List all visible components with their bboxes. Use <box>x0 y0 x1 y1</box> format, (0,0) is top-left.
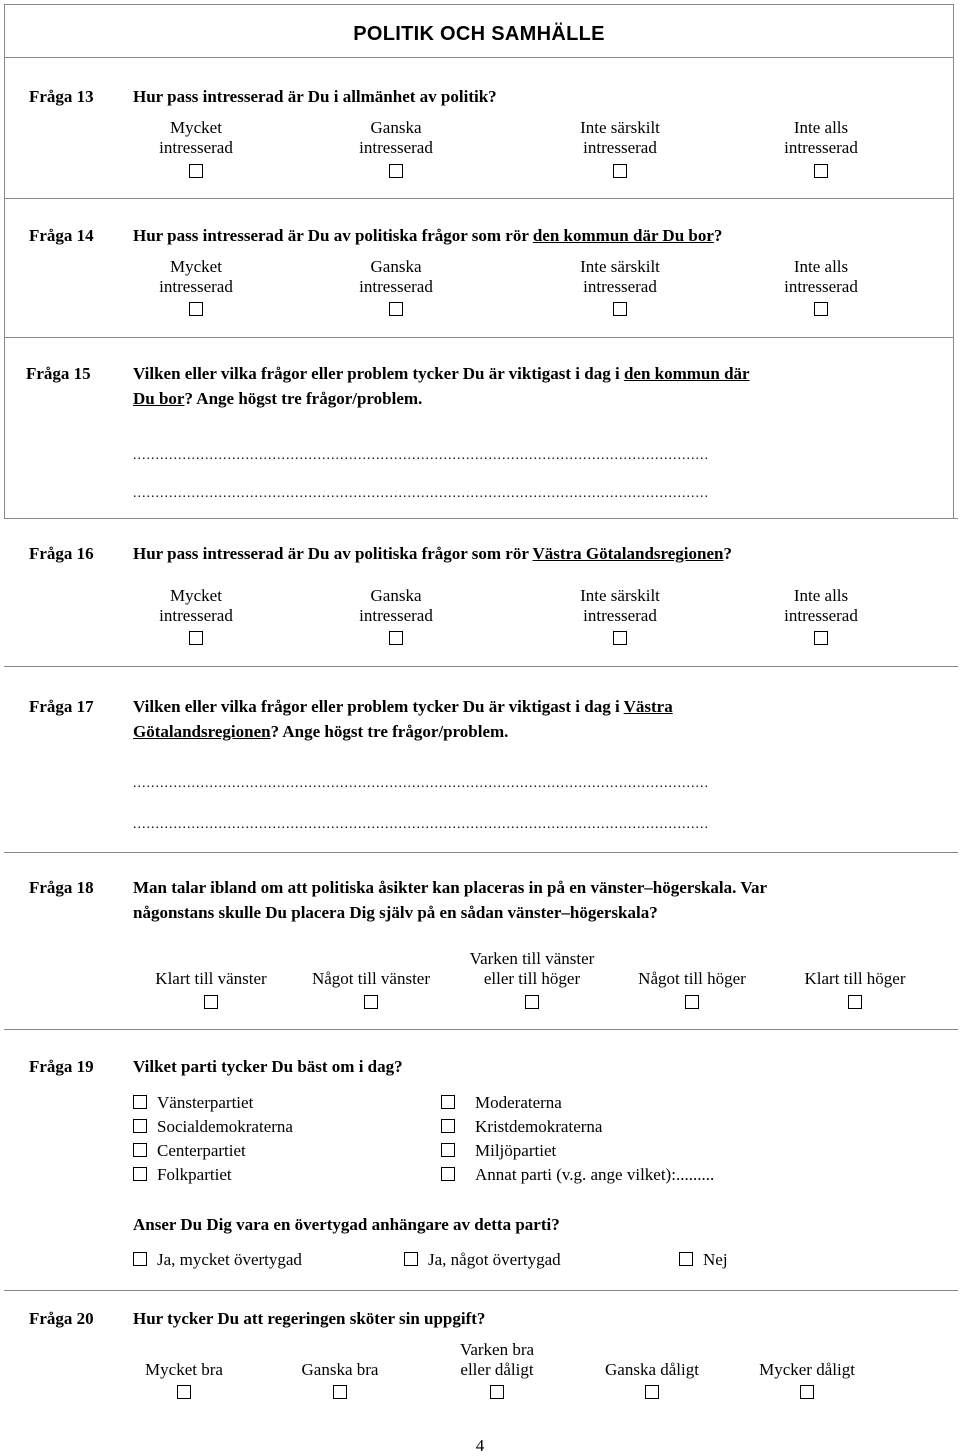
checkbox[interactable] <box>133 1143 147 1157</box>
section-title: POLITIK OCH SAMHÄLLE <box>353 23 605 45</box>
divider <box>4 337 954 338</box>
q15-answer-line-2[interactable]: ................................................................................................................................ <box>133 486 709 501</box>
q16-question: Hur pass intresserad är Du av politiska frågor som rör Västra Götalandsregionen? <box>133 544 732 563</box>
checkbox[interactable] <box>441 1119 455 1133</box>
divider <box>4 666 958 667</box>
q18-option-3: Varken till vänster eller till höger <box>469 949 595 988</box>
q13-label: Fråga 13 <box>29 87 94 106</box>
divider <box>4 1029 958 1030</box>
q20-option-1: Mycket bra <box>145 1360 223 1379</box>
q19-followup-question: Anser Du Dig vara en övertygad anhängare av detta parti? <box>133 1215 560 1234</box>
q15-answer-line-1[interactable]: ................................................................................................................................ <box>133 448 709 463</box>
divider <box>4 518 958 519</box>
q18-option-2: Något till vänster <box>311 969 431 988</box>
q13-option-1: Mycket intresserad <box>159 118 233 157</box>
q20-question: Hur tycker Du att regeringen sköter sin uppgift? <box>133 1309 486 1328</box>
q16-checkbox-1[interactable] <box>189 631 203 645</box>
q15-label: Fråga 15 <box>26 364 91 383</box>
conviction-option[interactable]: Ja, något övertygad <box>404 1250 561 1270</box>
q18-option-4: Något till höger <box>638 969 746 988</box>
checkbox[interactable] <box>441 1143 455 1157</box>
q18-option-5: Klart till höger <box>804 969 906 988</box>
checkbox[interactable] <box>441 1167 455 1181</box>
checkbox[interactable] <box>679 1252 693 1266</box>
q17-answer-line-1[interactable]: ................................................................................................................................ <box>133 776 709 791</box>
checkbox[interactable] <box>404 1252 418 1266</box>
divider <box>4 852 958 853</box>
q13-checkbox-4[interactable] <box>814 164 828 178</box>
q14-option-4: Inte alls intresserad <box>784 257 858 296</box>
party-option[interactable]: Moderaterna <box>441 1093 562 1113</box>
q16-checkbox-2[interactable] <box>389 631 403 645</box>
page-number: 4 <box>475 1436 485 1455</box>
party-option[interactable]: Folkpartiet <box>133 1165 232 1185</box>
checkbox[interactable] <box>133 1252 147 1266</box>
q14-checkbox-4[interactable] <box>814 302 828 316</box>
q14-option-1: Mycket intresserad <box>159 257 233 296</box>
conviction-option[interactable]: Ja, mycket övertygad <box>133 1250 302 1270</box>
section-header <box>4 4 954 58</box>
q14-checkbox-2[interactable] <box>389 302 403 316</box>
divider <box>4 1290 958 1291</box>
q20-option-5: Mycker dåligt <box>759 1360 855 1379</box>
q18-question: Man talar ibland om att politiska åsikter kan placeras in på en vänster–högerskala. Var någonstans skulle Du placera Dig själv på en sådan vänster–högerskala? <box>133 878 768 922</box>
q20-checkbox-3[interactable] <box>490 1385 504 1399</box>
q18-label: Fråga 18 <box>29 878 94 897</box>
q13-option-4: Inte alls intresserad <box>784 118 858 157</box>
q19-label: Fråga 19 <box>29 1057 94 1076</box>
party-option-other[interactable]: Annat parti (v.g. ange vilket):......... <box>441 1165 714 1185</box>
q20-checkbox-1[interactable] <box>177 1385 191 1399</box>
q18-checkbox-2[interactable] <box>364 995 378 1009</box>
q16-checkbox-4[interactable] <box>814 631 828 645</box>
q14-question: Hur pass intresserad är Du av politiska frågor som rör den kommun där Du bor? <box>133 226 723 245</box>
q14-label: Fråga 14 <box>29 226 94 245</box>
q18-checkbox-3[interactable] <box>525 995 539 1009</box>
q13-checkbox-1[interactable] <box>189 164 203 178</box>
q16-option-2: Ganska intresserad <box>359 586 433 625</box>
party-option[interactable]: Centerpartiet <box>133 1141 246 1161</box>
conviction-option[interactable]: Nej <box>679 1250 728 1270</box>
q20-option-2: Ganska bra <box>301 1360 379 1379</box>
q20-checkbox-4[interactable] <box>645 1385 659 1399</box>
q16-option-4: Inte alls intresserad <box>784 586 858 625</box>
q17-answer-line-2[interactable]: ................................................................................................................................ <box>133 817 709 832</box>
q14-checkbox-1[interactable] <box>189 302 203 316</box>
q13-option-3: Inte särskilt intresserad <box>580 118 660 157</box>
q16-checkbox-3[interactable] <box>613 631 627 645</box>
q14-checkbox-3[interactable] <box>613 302 627 316</box>
q13-checkbox-3[interactable] <box>613 164 627 178</box>
q15-question: Vilken eller vilka frågor eller problem tycker Du är viktigast i dag i den kommun där Du bor? Ange högst tre frågor/problem. <box>133 364 750 408</box>
q14-option-3: Inte särskilt intresserad <box>580 257 660 296</box>
q13-option-2: Ganska intresserad <box>359 118 433 157</box>
divider <box>4 198 954 199</box>
q17-question: Vilken eller vilka frågor eller problem tycker Du är viktigast i dag i Västra Götalandsregionen? Ange högst tre frågor/problem. <box>133 697 673 741</box>
q18-option-1: Klart till vänster <box>155 969 267 988</box>
party-option[interactable]: Kristdemokraterna <box>441 1117 602 1137</box>
checkbox[interactable] <box>441 1095 455 1109</box>
q16-option-1: Mycket intresserad <box>159 586 233 625</box>
q17-label: Fråga 17 <box>29 697 94 716</box>
q20-option-4: Ganska dåligt <box>605 1360 699 1379</box>
q18-checkbox-5[interactable] <box>848 995 862 1009</box>
q18-checkbox-1[interactable] <box>204 995 218 1009</box>
party-option[interactable]: Miljöpartiet <box>441 1141 556 1161</box>
party-option[interactable]: Vänsterpartiet <box>133 1093 253 1113</box>
q20-label: Fråga 20 <box>29 1309 94 1328</box>
q13-question: Hur pass intresserad är Du i allmänhet av politik? <box>133 87 497 106</box>
q16-option-3: Inte särskilt intresserad <box>580 586 660 625</box>
q20-checkbox-2[interactable] <box>333 1385 347 1399</box>
checkbox[interactable] <box>133 1119 147 1133</box>
party-option[interactable]: Socialdemokraterna <box>133 1117 293 1137</box>
checkbox[interactable] <box>133 1167 147 1181</box>
q20-checkbox-5[interactable] <box>800 1385 814 1399</box>
q13-checkbox-2[interactable] <box>389 164 403 178</box>
q16-label: Fråga 16 <box>29 544 94 563</box>
q18-checkbox-4[interactable] <box>685 995 699 1009</box>
q20-option-3: Varken bra eller dåligt <box>459 1340 535 1379</box>
checkbox[interactable] <box>133 1095 147 1109</box>
q14-option-2: Ganska intresserad <box>359 257 433 296</box>
q19-question: Vilket parti tycker Du bäst om i dag? <box>133 1057 403 1076</box>
